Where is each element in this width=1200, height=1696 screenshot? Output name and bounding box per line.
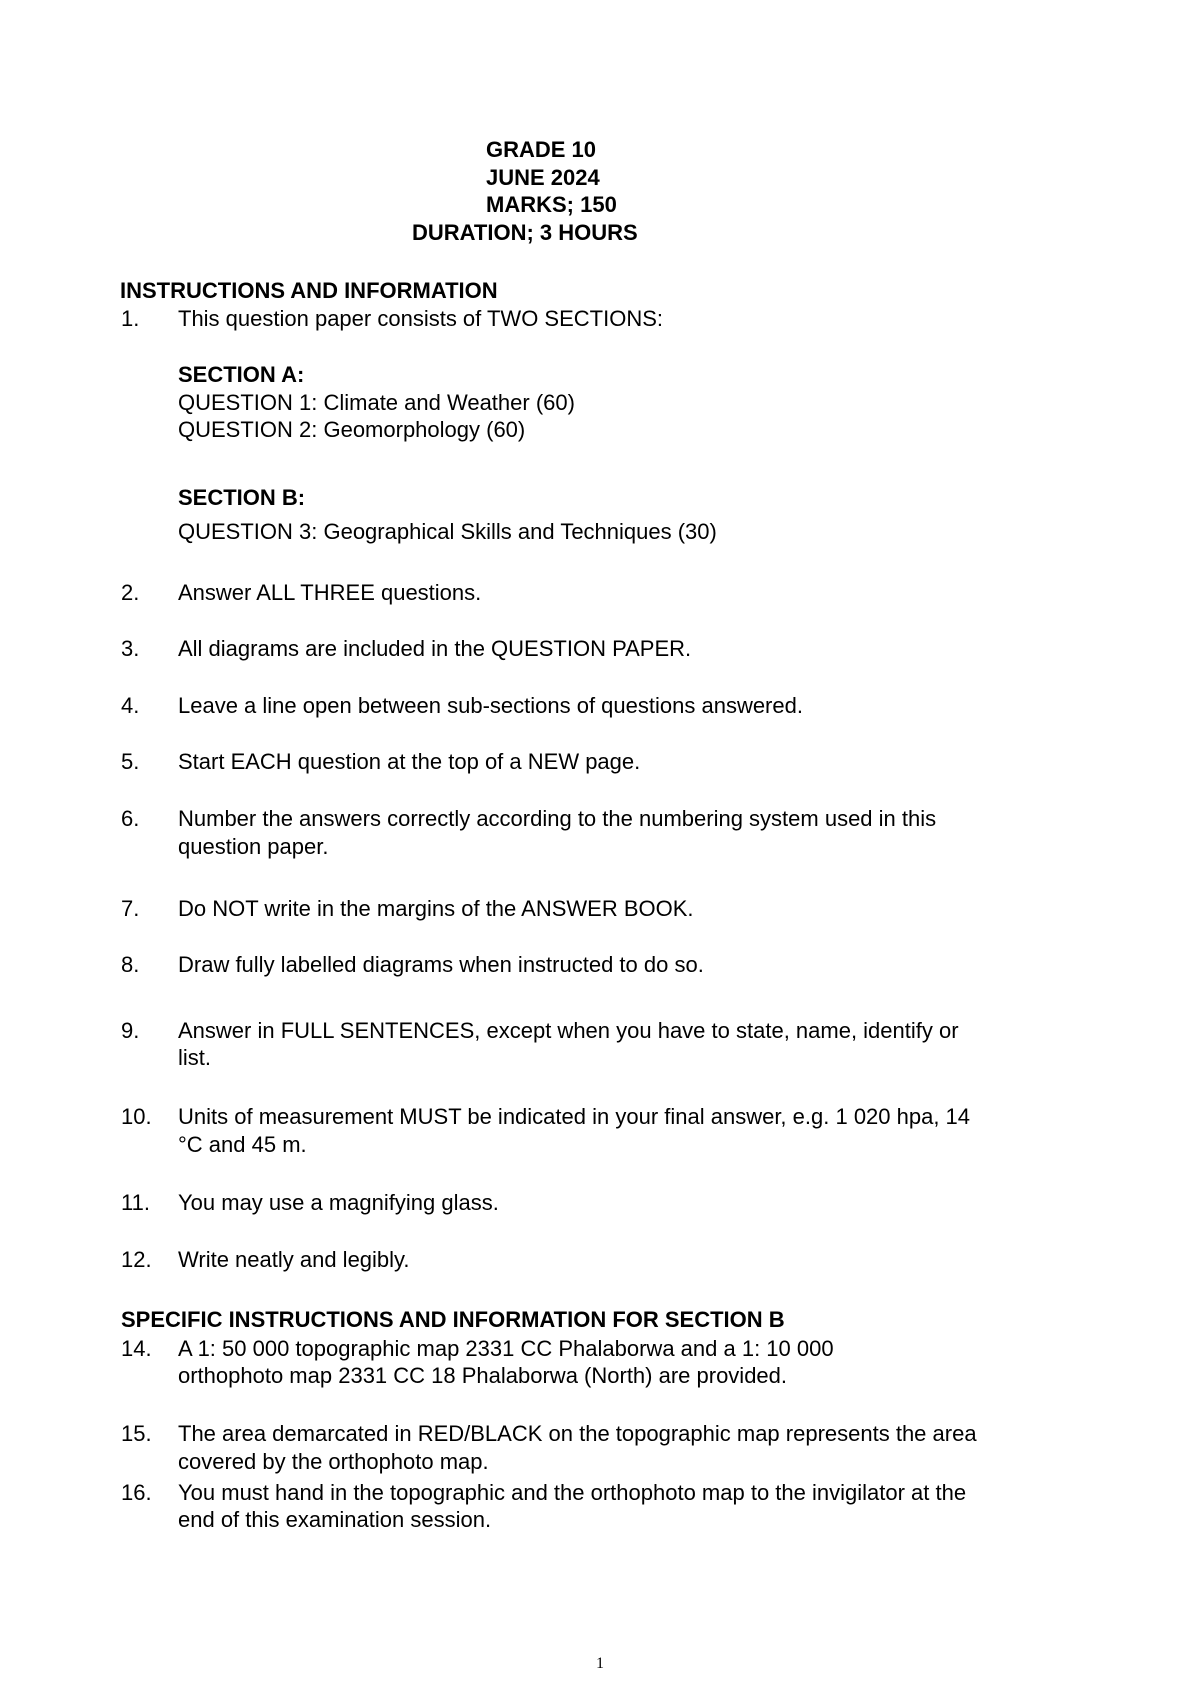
item-5-text: Start EACH question at the top of a NEW page. (178, 749, 641, 774)
item-7-number: 7. (121, 896, 140, 921)
section-b-question-3: QUESTION 3: Geographical Skills and Techniques (30) (178, 519, 717, 544)
section-a-question-2: QUESTION 2: Geomorphology (60) (178, 417, 526, 442)
item-4-number: 4. (121, 693, 140, 718)
item-2-text: Answer ALL THREE questions. (178, 580, 482, 605)
item-2-number: 2. (121, 580, 140, 605)
item-5-number: 5. (121, 749, 140, 774)
item-6-text-line-1: Number the answers correctly according to the numbering system used in this (178, 806, 937, 831)
item-10-number: 10. (121, 1104, 152, 1129)
item-14-text-line-1: A 1: 50 000 topographic map 2331 CC Phalaborwa and a 1: 10 000 (178, 1336, 834, 1361)
item-8-text: Draw fully labelled diagrams when instructed to do so. (178, 952, 704, 977)
item-11-text: You may use a magnifying glass. (178, 1190, 499, 1215)
item-12-text: Write neatly and legibly. (178, 1247, 410, 1272)
item-7-text: Do NOT write in the margins of the ANSWER BOOK. (178, 896, 694, 921)
page-number: 1 (596, 1655, 604, 1672)
section-a-title: SECTION A: (178, 362, 305, 387)
item-11-number: 11. (121, 1190, 150, 1215)
item-1-text: This question paper consists of TWO SECTIONS: (178, 306, 663, 331)
item-16-text-line-2: end of this examination session. (178, 1507, 492, 1532)
header-duration: DURATION; 3 HOURS (412, 220, 638, 245)
item-3-text: All diagrams are included in the QUESTION PAPER. (178, 636, 692, 661)
item-6-number: 6. (121, 806, 140, 831)
item-4-text: Leave a line open between sub-sections of questions answered. (178, 693, 803, 718)
item-1-number: 1. (121, 306, 140, 331)
item-15-number: 15. (121, 1421, 152, 1446)
section-b-title: SECTION B: (178, 485, 306, 510)
item-6-text-line-2: question paper. (178, 834, 329, 859)
item-10-text-line-2: °C and 45 m. (178, 1132, 307, 1157)
item-14-text-line-2: orthophoto map 2331 CC 18 Phalaborwa (North) are provided. (178, 1363, 788, 1388)
specific-instructions-heading: SPECIFIC INSTRUCTIONS AND INFORMATION FOR SECTION B (121, 1307, 785, 1332)
item-3-number: 3. (121, 636, 140, 661)
instructions-heading: INSTRUCTIONS AND INFORMATION (120, 278, 498, 303)
item-16-number: 16. (121, 1480, 152, 1505)
header-marks: MARKS; 150 (486, 192, 617, 217)
header-grade: GRADE 10 (486, 137, 597, 162)
item-14-number: 14. (121, 1336, 152, 1361)
header-date: JUNE 2024 (486, 165, 600, 190)
section-a-question-1: QUESTION 1: Climate and Weather (60) (178, 390, 575, 415)
item-16-text-line-1: You must hand in the topographic and the orthophoto map to the invigilator at the (178, 1480, 967, 1505)
item-9-text-line-1: Answer in FULL SENTENCES, except when you have to state, name, identify or (178, 1018, 959, 1043)
item-9-number: 9. (121, 1018, 140, 1043)
item-9-text-line-2: list. (178, 1045, 211, 1070)
item-15-text-line-2: covered by the orthophoto map. (178, 1449, 489, 1474)
item-12-number: 12. (121, 1247, 152, 1272)
item-10-text-line-1: Units of measurement MUST be indicated in your final answer, e.g. 1 020 hpa, 14 (178, 1104, 971, 1129)
item-15-text-line-1: The area demarcated in RED/BLACK on the topographic map represents the area (178, 1421, 977, 1446)
item-8-number: 8. (121, 952, 140, 977)
